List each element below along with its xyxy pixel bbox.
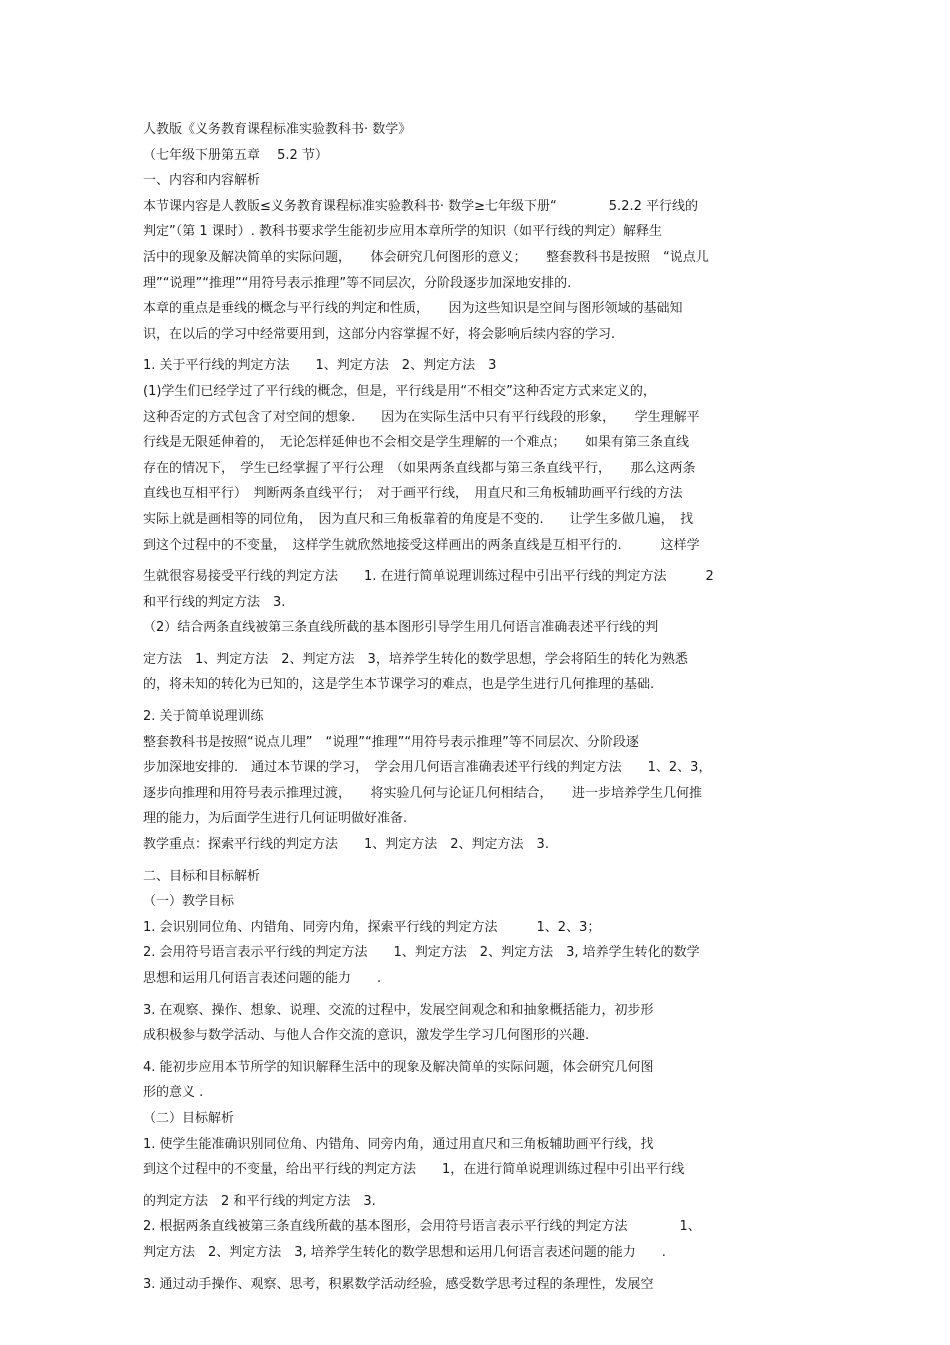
text-line: （一）教学目标 [143,894,235,910]
text-line: （二）目标解析 [143,1110,235,1126]
text-line: 人教版《义务教育课程标准实验教科书· 数学》 [143,122,412,137]
text-line: 1. 使学生能准确识别同位角、内错角、同旁内角，通过用直尺和三角板辅助画平行线，找 [143,1136,654,1152]
text-line: 理”“说理”“推理”“用符号表示推理”等不同层次，分阶段逐步加深地安排的. [143,275,572,291]
text-line: 3. 在观察、操作、想象、说理、交流的过程中，发展空间观念和和抽象概括能力，初步形 [143,1002,654,1018]
text-line: 思想和运用几何语言表述问题的能力 . [143,971,382,986]
text-line: 成积极参与数学活动、与他人合作交流的意识，激发学生学习几何图形的兴趣. [143,1028,590,1044]
text-line: 识，在以后的学习中经常要用到，这部分内容掌握不好，将会影响后续内容的学习. [143,326,616,342]
text-line: 到这个过程中的不变量， 这样学生就欣然地接受这样画出的两条直线是互相平行的. 这样学 [143,537,700,553]
text-line: 2. 会用符号语言表示平行线的判定方法 1、判定方法 2、判定方法 3, 培养学生转化的数学 [143,945,700,961]
text-line: 实际上就是画相等的同位角， 因为直尺和三角板靠着的角度是不变的. 让学生多做几遍， 找 [143,511,694,527]
text-line: 和平行线的判定方法 3. [143,594,286,610]
text-line: 1. 会识别同位角、内错角、同旁内角，探索平行线的判定方法 1、2、3； [143,919,601,935]
text-line: 一、内容和内容解析 [143,173,261,189]
text-line: 2. 关于简单说理训练 [143,709,264,725]
text-line: 这种否定的方式包含了对空间的想象. 因为在实际生活中只有平行线段的形象， 学生理解平 [143,409,700,425]
text-line: 判定”（第 1 课时）. 教科书要求学生能初步应用本章所学的知识（如平行线的判定）解释生 [143,224,663,240]
text-line: 判定方法 2、判定方法 3, 培养学生转化的数学思想和运用几何语言表述问题的能力 . [143,1244,666,1260]
text-line: 形的意义 . [143,1085,204,1101]
text-line: 直线也互相平行） 判断两条直线平行； 对于画平行线， 用直尺和三角板辅助画平行线的方法 [143,486,683,502]
text-line: 行线是无限延伸着的， 无论怎样延伸也不会相交是学生理解的一个难点； 如果有第三条直线 [143,435,690,451]
text-line: 生就很容易接受平行线的判定方法 1. 在进行简单说理训练过程中引出平行线的判定方法 2 [143,569,714,585]
text-line: 逐步向推理和用符号表示推理过渡， 将实验几何与论证几何相结合， 进一步培养学生几何推 [143,785,703,801]
text-line: 整套教科书是按照“说点儿理” “说理”“推理”“用符号表示推理”等不同层次、分阶段逐 [143,734,639,750]
text-line: 二、目标和目标解析 [143,868,261,884]
document-body [143,117,808,1297]
text-line: 3. 通过动手操作、观察、思考，积累数学活动经验，感受数学思考过程的条理性，发展空 [143,1276,654,1292]
text-line: 的，将未知的转化为已知的，这是学生本节课学习的难点，也是学生进行几何推理的基础. [143,677,655,693]
text-line: 理的能力，为后面学生进行几何证明做好准备. [143,811,408,827]
text-line: 步加深地安排的. 通过本节课的学习， 学会用几何语言准确表述平行线的判定方法 1、2、3， [143,760,712,776]
text-line: （2）结合两条直线被第三条直线所截的基本图形引导学生用几何语言准确表述平行线的判 [143,620,659,636]
text-line: (1)学生们已经学过了平行线的概念，但是，平行线是用“不相交”这种否定方式来定义的， [143,383,656,399]
text-line: 教学重点：探索平行线的判定方法 1、判定方法 2、判定方法 3. [143,837,549,853]
text-line: 定方法 1、判定方法 2、判定方法 3，培养学生转化的数学思想，学会将陌生的转化为熟悉 [143,651,688,667]
text-line: （七年级下册第五章 5.2 节） [143,147,328,163]
text-line: 本节课内容是人教版≤义务教育课程标准实验教科书· 数学≥七年级下册“ 5.2.2 平行线的 [143,198,698,214]
text-line: 到这个过程中的不变量，给出平行线的判定方法 1，在进行简单说理训练过程中引出平行线 [143,1162,685,1178]
text-line: 4. 能初步应用本节所学的知识解释生活中的现象及解决简单的实际问题，体会研究几何图 [143,1059,654,1075]
text-line: 的判定方法 2 和平行线的判定方法 3. [143,1193,376,1209]
text-line: 1. 关于平行线的判定方法 1、判定方法 2、判定方法 3 [143,358,497,374]
text-line: 存在的情况下， 学生已经掌握了平行公理 （如果两条直线都与第三条直线平行， 那么这两条 [143,460,696,476]
text-line: 活中的现象及解决简单的实际问题， 体会研究几何图形的意义； 整套教科书是按照 “说点儿 [143,249,709,265]
text-line: 2. 根据两条直线被第三条直线所截的基本图形，会用符号语言表示平行线的判定方法 1、 [143,1219,701,1235]
text-line: 本章的重点是垂线的概念与平行线的判定和性质， 因为这些知识是空间与图形领域的基础知 [143,301,683,317]
